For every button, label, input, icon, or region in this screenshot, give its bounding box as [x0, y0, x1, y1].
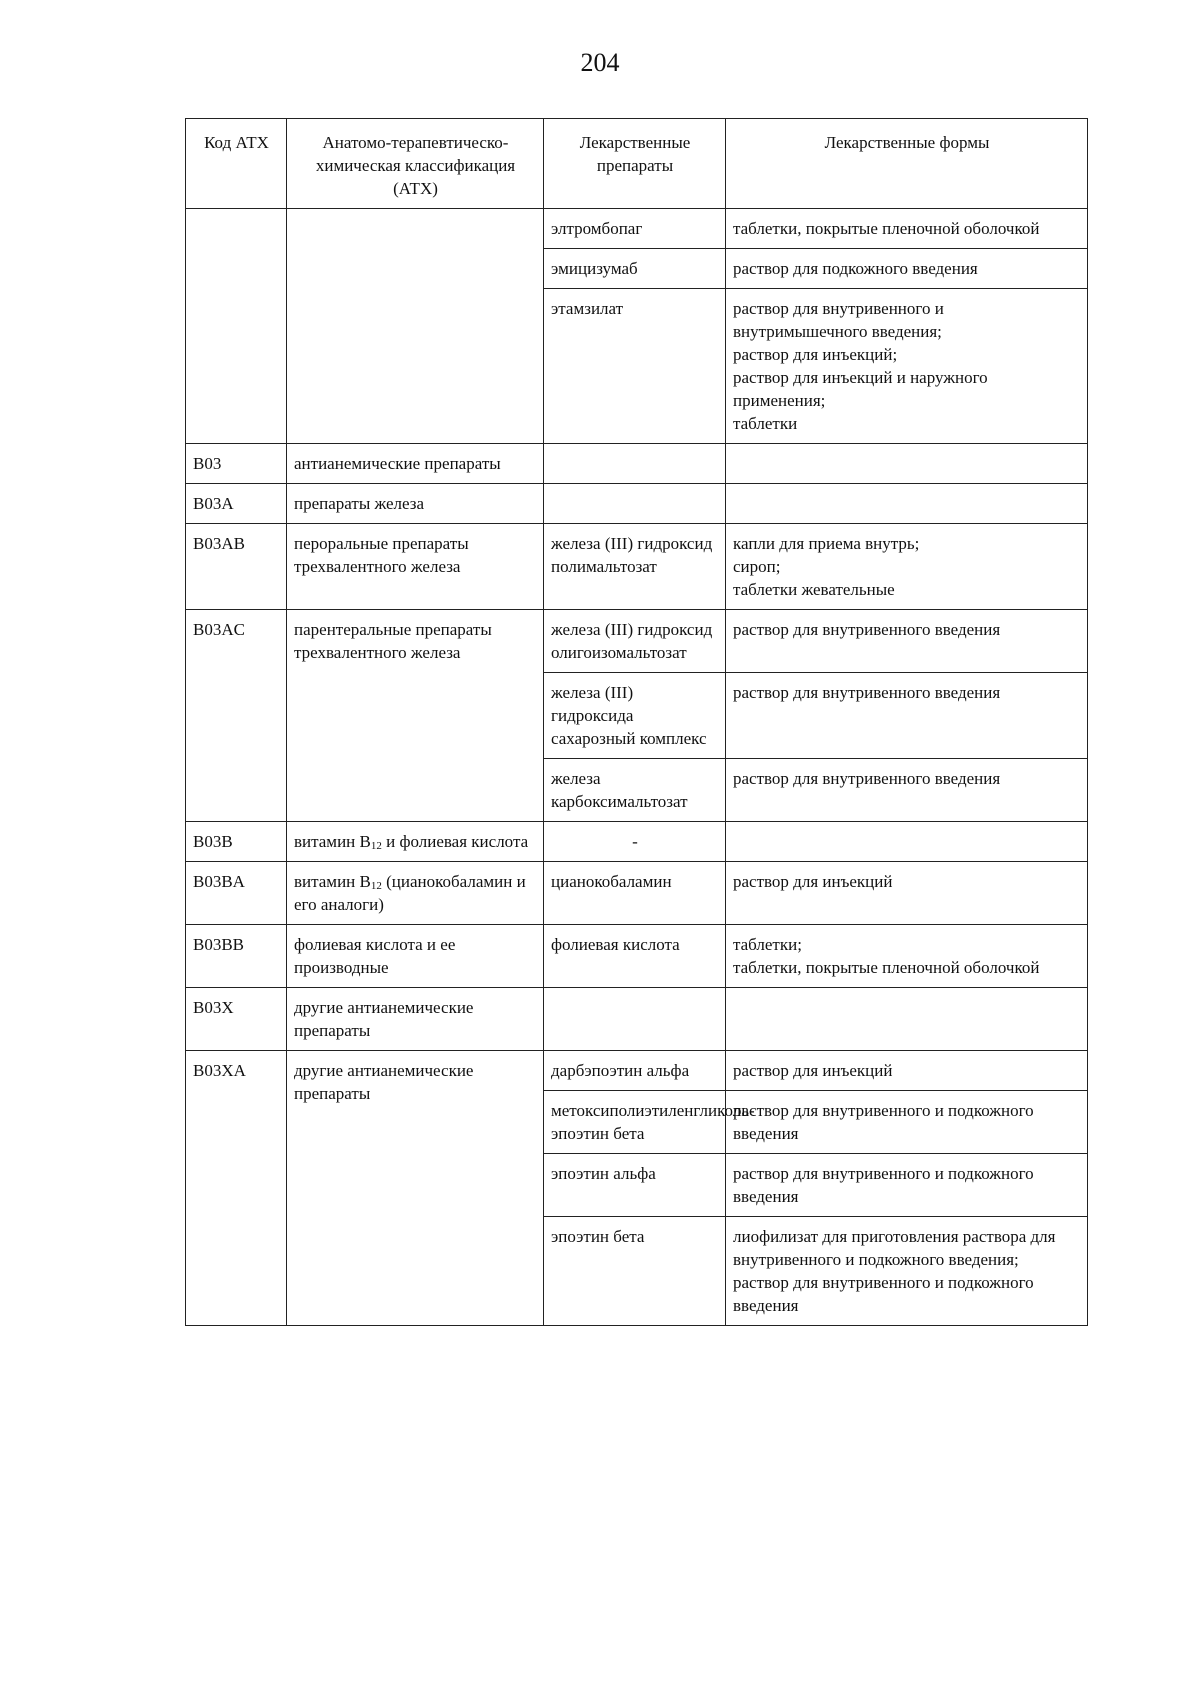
form-line: раствор для внутривенного и подкожного введения	[733, 1164, 1034, 1206]
atc-class: пероральные препараты трехвалентного железа	[287, 524, 544, 610]
dosage-forms	[726, 862, 1088, 925]
dosage-forms	[726, 1217, 1088, 1326]
atc-code: B03AC	[186, 610, 287, 822]
atc-table	[185, 118, 1088, 1326]
atc-code: B03	[186, 444, 287, 484]
atc-code: B03X	[186, 988, 287, 1051]
atc-code	[186, 209, 287, 444]
dosage-forms	[726, 484, 1088, 524]
form-line: раствор для внутривенного и подкожного введения	[733, 1273, 1034, 1315]
dosage-forms	[726, 1051, 1088, 1091]
table-row	[186, 822, 1088, 862]
atc-code: B03BB	[186, 925, 287, 988]
form-line: таблетки, покрытые пленочной оболочкой	[733, 958, 1040, 977]
form-line: таблетки	[733, 414, 798, 433]
drug-name: цианокобаламин	[544, 862, 726, 925]
form-line: таблетки, покрытые пленочной оболочкой	[733, 219, 1040, 238]
atc-code: B03A	[186, 484, 287, 524]
table-row	[186, 1051, 1088, 1091]
table-row	[186, 610, 1088, 673]
atc-code: B03XA	[186, 1051, 287, 1326]
dosage-forms	[726, 1091, 1088, 1154]
drug-name: железа карбоксимальтозат	[544, 759, 726, 822]
atc-code: B03BA	[186, 862, 287, 925]
table-row	[186, 524, 1088, 610]
atc-class: парентеральные препараты трехвалентного железа	[287, 610, 544, 822]
header-drugs: Лекарственные препараты	[544, 119, 726, 209]
drug-name	[544, 988, 726, 1051]
table-row	[186, 444, 1088, 484]
drug-name: эпоэтин альфа	[544, 1154, 726, 1217]
form-line: раствор для инъекций;	[733, 345, 898, 364]
header-forms: Лекарственные формы	[726, 119, 1088, 209]
drug-name: метоксиполиэтиленгликоль-эпоэтин бета	[544, 1091, 726, 1154]
dosage-forms	[726, 209, 1088, 249]
form-line: раствор для инъекций	[733, 1061, 893, 1080]
atc-code: B03AB	[186, 524, 287, 610]
table-row	[186, 988, 1088, 1051]
form-line: раствор для внутривенного и подкожного введения	[733, 1101, 1034, 1143]
dosage-forms	[726, 673, 1088, 759]
class-text: витамин B	[294, 832, 371, 851]
form-line: раствор для внутривенного введения	[733, 769, 1001, 788]
form-line: раствор для подкожного введения	[733, 259, 978, 278]
form-line: раствор для внутривенного введения	[733, 620, 1001, 639]
drug-name	[544, 484, 726, 524]
form-line: раствор для внутривенного введения	[733, 683, 1001, 702]
form-line: сироп;	[733, 557, 781, 576]
drug-name: -	[544, 822, 726, 862]
form-line: раствор для инъекций	[733, 872, 893, 891]
class-text: и фолиевая кислота	[381, 832, 529, 851]
atc-class	[287, 822, 544, 862]
dosage-forms	[726, 610, 1088, 673]
drug-name: железа (III) гидроксид олигоизомальтозат	[544, 610, 726, 673]
atc-class: антианемические препараты	[287, 444, 544, 484]
drug-name: дарбэпоэтин альфа	[544, 1051, 726, 1091]
form-line: капли для приема внутрь;	[733, 534, 920, 553]
table-row	[186, 484, 1088, 524]
atc-class: препараты железа	[287, 484, 544, 524]
table-row	[186, 862, 1088, 925]
dosage-forms	[726, 249, 1088, 289]
drug-name: железа (III) гидроксида сахарозный комплекс	[544, 673, 726, 759]
class-text: витамин B	[294, 872, 371, 891]
page-number: 204	[580, 48, 620, 77]
atc-class: фолиевая кислота и ее производные	[287, 925, 544, 988]
form-line: лиофилизат для приготовления раствора для внутривенного и подкожного введения;	[733, 1227, 1056, 1269]
form-line: таблетки жевательные	[733, 580, 895, 599]
table-row	[186, 925, 1088, 988]
dosage-forms	[726, 1154, 1088, 1217]
dosage-forms	[726, 988, 1088, 1051]
drug-name	[544, 444, 726, 484]
header-classification: Анатомо-терапевтическо-химическая классификация (АТХ)	[287, 119, 544, 209]
dosage-forms	[726, 524, 1088, 610]
class-text: (цианокобаламин и его аналоги)	[294, 872, 526, 914]
atc-class: другие антианемические препараты	[287, 1051, 544, 1326]
subscript: 12	[370, 840, 382, 852]
atc-class: другие антианемические препараты	[287, 988, 544, 1051]
form-line: раствор для внутривенного и внутримышечного введения;	[733, 299, 944, 341]
dosage-forms	[726, 444, 1088, 484]
table-row	[186, 209, 1088, 249]
header-code: Код АТХ	[186, 119, 287, 209]
subscript: 12	[370, 880, 382, 892]
table-header-row	[186, 119, 1088, 209]
atc-class	[287, 862, 544, 925]
atc-class	[287, 209, 544, 444]
drug-name: фолиевая кислота	[544, 925, 726, 988]
drug-name: железа (III) гидроксид полимальтозат	[544, 524, 726, 610]
dosage-forms	[726, 289, 1088, 444]
form-line: таблетки;	[733, 935, 802, 954]
drug-name: элтромбопаг	[544, 209, 726, 249]
dosage-forms	[726, 822, 1088, 862]
atc-code: B03B	[186, 822, 287, 862]
form-line: раствор для инъекций и наружного применения;	[733, 368, 988, 410]
dosage-forms	[726, 759, 1088, 822]
drug-name: эпоэтин бета	[544, 1217, 726, 1326]
drug-name: этамзилат	[544, 289, 726, 444]
drug-name: эмицизумаб	[544, 249, 726, 289]
dosage-forms	[726, 925, 1088, 988]
